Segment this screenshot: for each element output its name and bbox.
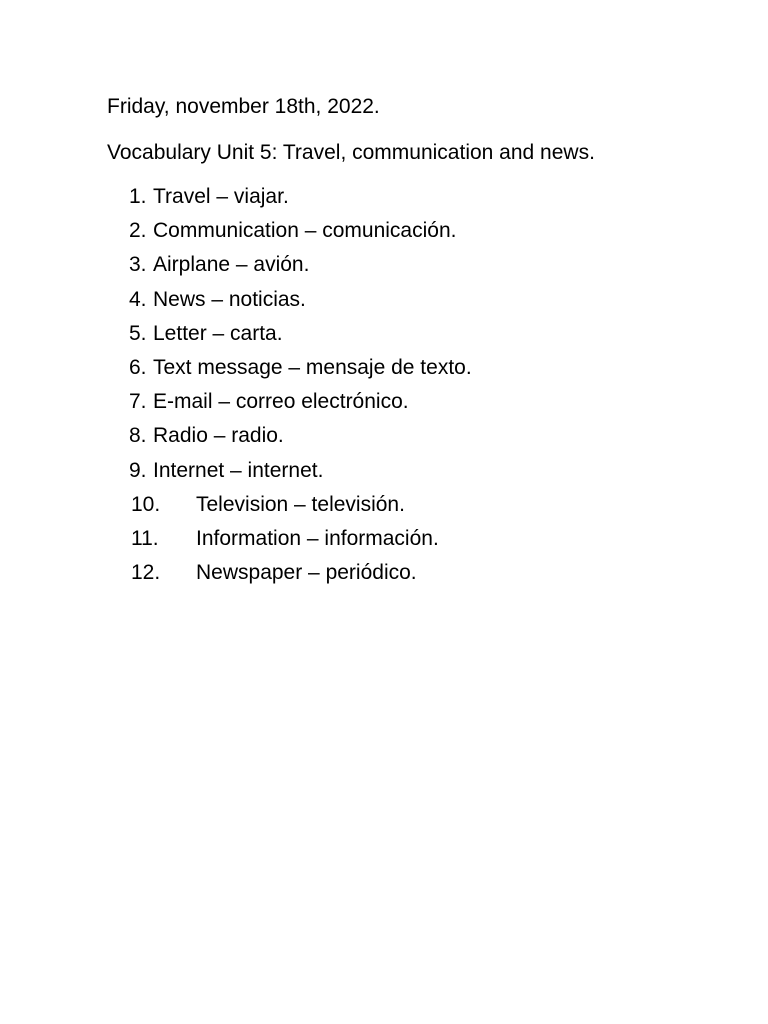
vocabulary-item-text: Text message – mensaje de texto. <box>153 356 472 379</box>
vocabulary-item-text: Newspaper – periódico. <box>196 561 417 585</box>
vocabulary-item-number: 12. <box>131 561 161 585</box>
vocabulary-item-number: 9. <box>129 458 147 482</box>
vocabulary-item-text: Airplane – avión. <box>153 253 310 277</box>
vocabulary-item-text: Radio – radio. <box>153 424 284 448</box>
vocabulary-item-number: 2. <box>129 219 147 243</box>
vocabulary-item-number: 5. <box>129 321 147 345</box>
vocabulary-item-text: News – noticias. <box>153 287 306 311</box>
vocabulary-item-number: 11. <box>131 527 159 550</box>
vocabulary-item-number: 10. <box>131 492 161 516</box>
vocabulary-item-text: E-mail – correo electrónico. <box>153 390 409 414</box>
vocabulary-item-number: 6. <box>129 356 147 379</box>
vocabulary-item-text: Information – información. <box>196 527 439 550</box>
vocabulary-item-number: 3. <box>129 253 147 277</box>
vocabulary-item-number: 8. <box>129 424 147 448</box>
document-title: Vocabulary Unit 5: Travel, communication and news. <box>107 141 595 164</box>
vocabulary-item-text: Television – televisión. <box>196 492 405 516</box>
vocabulary-item-text: Communication – comunicación. <box>153 219 457 243</box>
vocabulary-item-number: 4. <box>129 287 147 311</box>
vocabulary-item-text: Travel – viajar. <box>153 185 289 208</box>
vocabulary-item-text: Letter – carta. <box>153 321 283 345</box>
vocabulary-item-text: Internet – internet. <box>153 458 324 482</box>
vocabulary-item-number: 7. <box>129 390 147 414</box>
vocabulary-item-number: 1. <box>129 185 147 208</box>
document-date: Friday, november 18th, 2022. <box>107 95 380 118</box>
